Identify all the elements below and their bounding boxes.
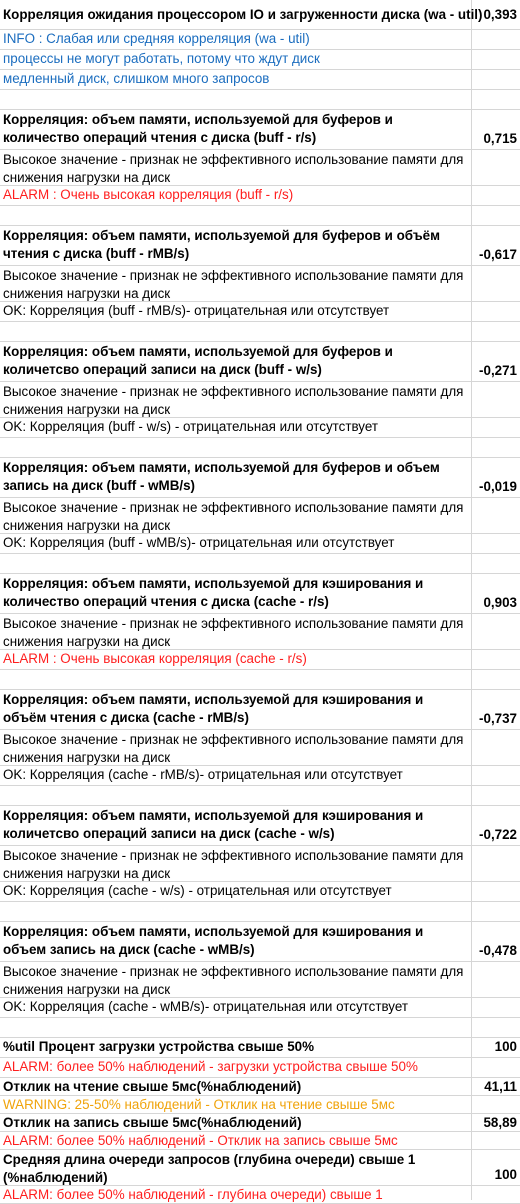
table-row (0, 150, 520, 186)
row-label: Высокое значение - признак не эффективного использование памяти для снижения нагрузки на диск (3, 964, 464, 997)
table-row (0, 786, 520, 806)
table-row (0, 302, 520, 322)
table-row (0, 30, 520, 50)
row-label: Корреляция: объем памяти, используемой для буферов и объем запись на диск (buff - wMB/s) (3, 460, 440, 493)
table-row (0, 418, 520, 438)
table-row (0, 554, 520, 574)
table-row (0, 962, 520, 998)
table-row (0, 1186, 520, 1204)
row-value: -0,478 (479, 943, 517, 958)
table-row (0, 1132, 520, 1150)
table-row (0, 322, 520, 342)
table-row (0, 1150, 520, 1186)
row-value: -0,737 (479, 711, 517, 726)
row-label: WARNING: 25-50% наблюдений - Отклик на чтение свыше 5мс (3, 1097, 395, 1112)
table-row (0, 1096, 520, 1114)
row-label: Корреляция: объем памяти, используемой для кэширования и объём чтения с диска (cache - rMB/s) (3, 692, 424, 725)
row-label: Высокое значение - признак не эффективного использование памяти для снижения нагрузки на диск (3, 500, 464, 533)
row-label: Средняя длина очереди запросов (глубина очереди) свыше 1 (%наблюдений) (3, 1152, 416, 1185)
table-row (0, 382, 520, 418)
row-label: ALARM : Очень высокая корреляция (cache - r/s) (3, 651, 307, 666)
table-row (0, 650, 520, 670)
row-label: Высокое значение - признак не эффективного использование памяти для снижения нагрузки на диск (3, 616, 464, 649)
table-row (0, 498, 520, 534)
table-row (0, 998, 520, 1018)
row-label: OK: Корреляция (cache - wMB/s)- отрицательная или отсутствует (3, 999, 408, 1014)
row-value: -0,617 (479, 247, 517, 262)
row-label: OK: Корреляция (cache - w/s) - отрицательная или отсутствует (3, 883, 392, 898)
table-row (0, 0, 520, 30)
table-row (0, 1018, 520, 1038)
table-row (0, 226, 520, 266)
table-row (0, 1078, 520, 1096)
row-label: Корреляция: объем памяти, используемой для буферов и объём чтения с диска (buff - rMB/s) (3, 228, 440, 261)
table-row (0, 110, 520, 150)
row-label: OK: Корреляция (buff - wMB/s)- отрицательная или отсутствует (3, 535, 395, 550)
table-row (0, 730, 520, 766)
row-value: 41,11 (484, 1079, 517, 1094)
table-row (0, 266, 520, 302)
table-row (0, 690, 520, 730)
row-label: Корреляция: объем памяти, используемой для кэширования и объем запись на диск (cache - wMB/s) (3, 924, 424, 957)
row-value: -0,019 (479, 479, 517, 494)
table-row (0, 614, 520, 650)
row-value: 0,393 (483, 7, 517, 22)
row-label: Высокое значение - признак не эффективного использование памяти для снижения нагрузки на диск (3, 848, 464, 881)
table-row (0, 922, 520, 962)
table-row (0, 766, 520, 786)
table-row (0, 90, 520, 110)
row-value: 0,903 (483, 595, 517, 610)
row-label: Корреляция: объем памяти, используемой для кэширования и количество операций чтения с диска (cache - r/s) (3, 576, 424, 609)
row-label: Высокое значение - признак не эффективного использование памяти для снижения нагрузки на диск (3, 152, 464, 185)
table-row (0, 1114, 520, 1132)
row-label: Корреляция: объем памяти, используемой для буферов и количетсво операций записи на диск (buff - w/s) (3, 344, 393, 377)
row-label: INFO : Слабая или средняя корреляция (wa - util) (3, 31, 310, 46)
row-label: Высокое значение - признак не эффективного использование памяти для снижения нагрузки на диск (3, 732, 464, 765)
table-row (0, 50, 520, 70)
row-label: %util Процент загрузки устройства свыше 50% (3, 1039, 315, 1054)
table-row (0, 206, 520, 226)
row-label: процессы не могут работать, потому что ждут диск (3, 51, 320, 66)
row-label: Корреляция: объем памяти, используемой для буферов и количество операций чтения с диска (buff - r/s) (3, 112, 393, 145)
row-label: Корреляция ожидания процессором IO и загруженности диска (wa - util) (3, 7, 483, 22)
table-row (0, 342, 520, 382)
row-value: 0,715 (483, 131, 517, 146)
table-row (0, 846, 520, 882)
table-row (0, 882, 520, 902)
row-label: OK: Корреляция (buff - rMB/s)- отрицательная или отсутствует (3, 303, 390, 318)
row-label: Отклик на чтение свыше 5мс(%наблюдений) (3, 1079, 302, 1094)
row-label: Корреляция: объем памяти, используемой для кэширования и количетсво операций записи на диск (cache - w/s) (3, 808, 424, 841)
table-row (0, 458, 520, 498)
row-value: 100 (494, 1167, 517, 1182)
row-label: ALARM: более 50% наблюдений - Отклик на запись свыше 5мс (3, 1133, 398, 1148)
table-row (0, 438, 520, 458)
row-label: Высокое значение - признак не эффективного использование памяти для снижения нагрузки на диск (3, 268, 464, 301)
row-label: ALARM: более 50% наблюдений - загрузки устройства свыше 50% (3, 1059, 418, 1074)
table-row (0, 902, 520, 922)
row-label: OK: Корреляция (buff - w/s) - отрицательная или отсутствует (3, 419, 378, 434)
row-value: 100 (494, 1039, 517, 1054)
row-value: 58,89 (483, 1115, 517, 1130)
table-row (0, 670, 520, 690)
table-row (0, 534, 520, 554)
table-row (0, 70, 520, 90)
row-label: ALARM: более 50% наблюдений - глубина очереди) свыше 1 (3, 1187, 383, 1202)
table-row (0, 806, 520, 846)
table-row (0, 574, 520, 614)
row-label: Отклик на запись свыше 5мс(%наблюдений) (3, 1115, 302, 1130)
row-label: Высокое значение - признак не эффективного использование памяти для снижения нагрузки на диск (3, 384, 464, 417)
row-label: ALARM : Очень высокая корреляция (buff - r/s) (3, 187, 294, 202)
table-row (0, 1058, 520, 1078)
table-row (0, 1038, 520, 1058)
table-row (0, 186, 520, 206)
row-value: -0,722 (479, 827, 517, 842)
row-label: OK: Корреляция (cache - rMB/s)- отрицательная или отсутствует (3, 767, 403, 782)
row-label: медленный диск, слишком много запросов (3, 71, 270, 86)
row-value: -0,271 (479, 363, 517, 378)
